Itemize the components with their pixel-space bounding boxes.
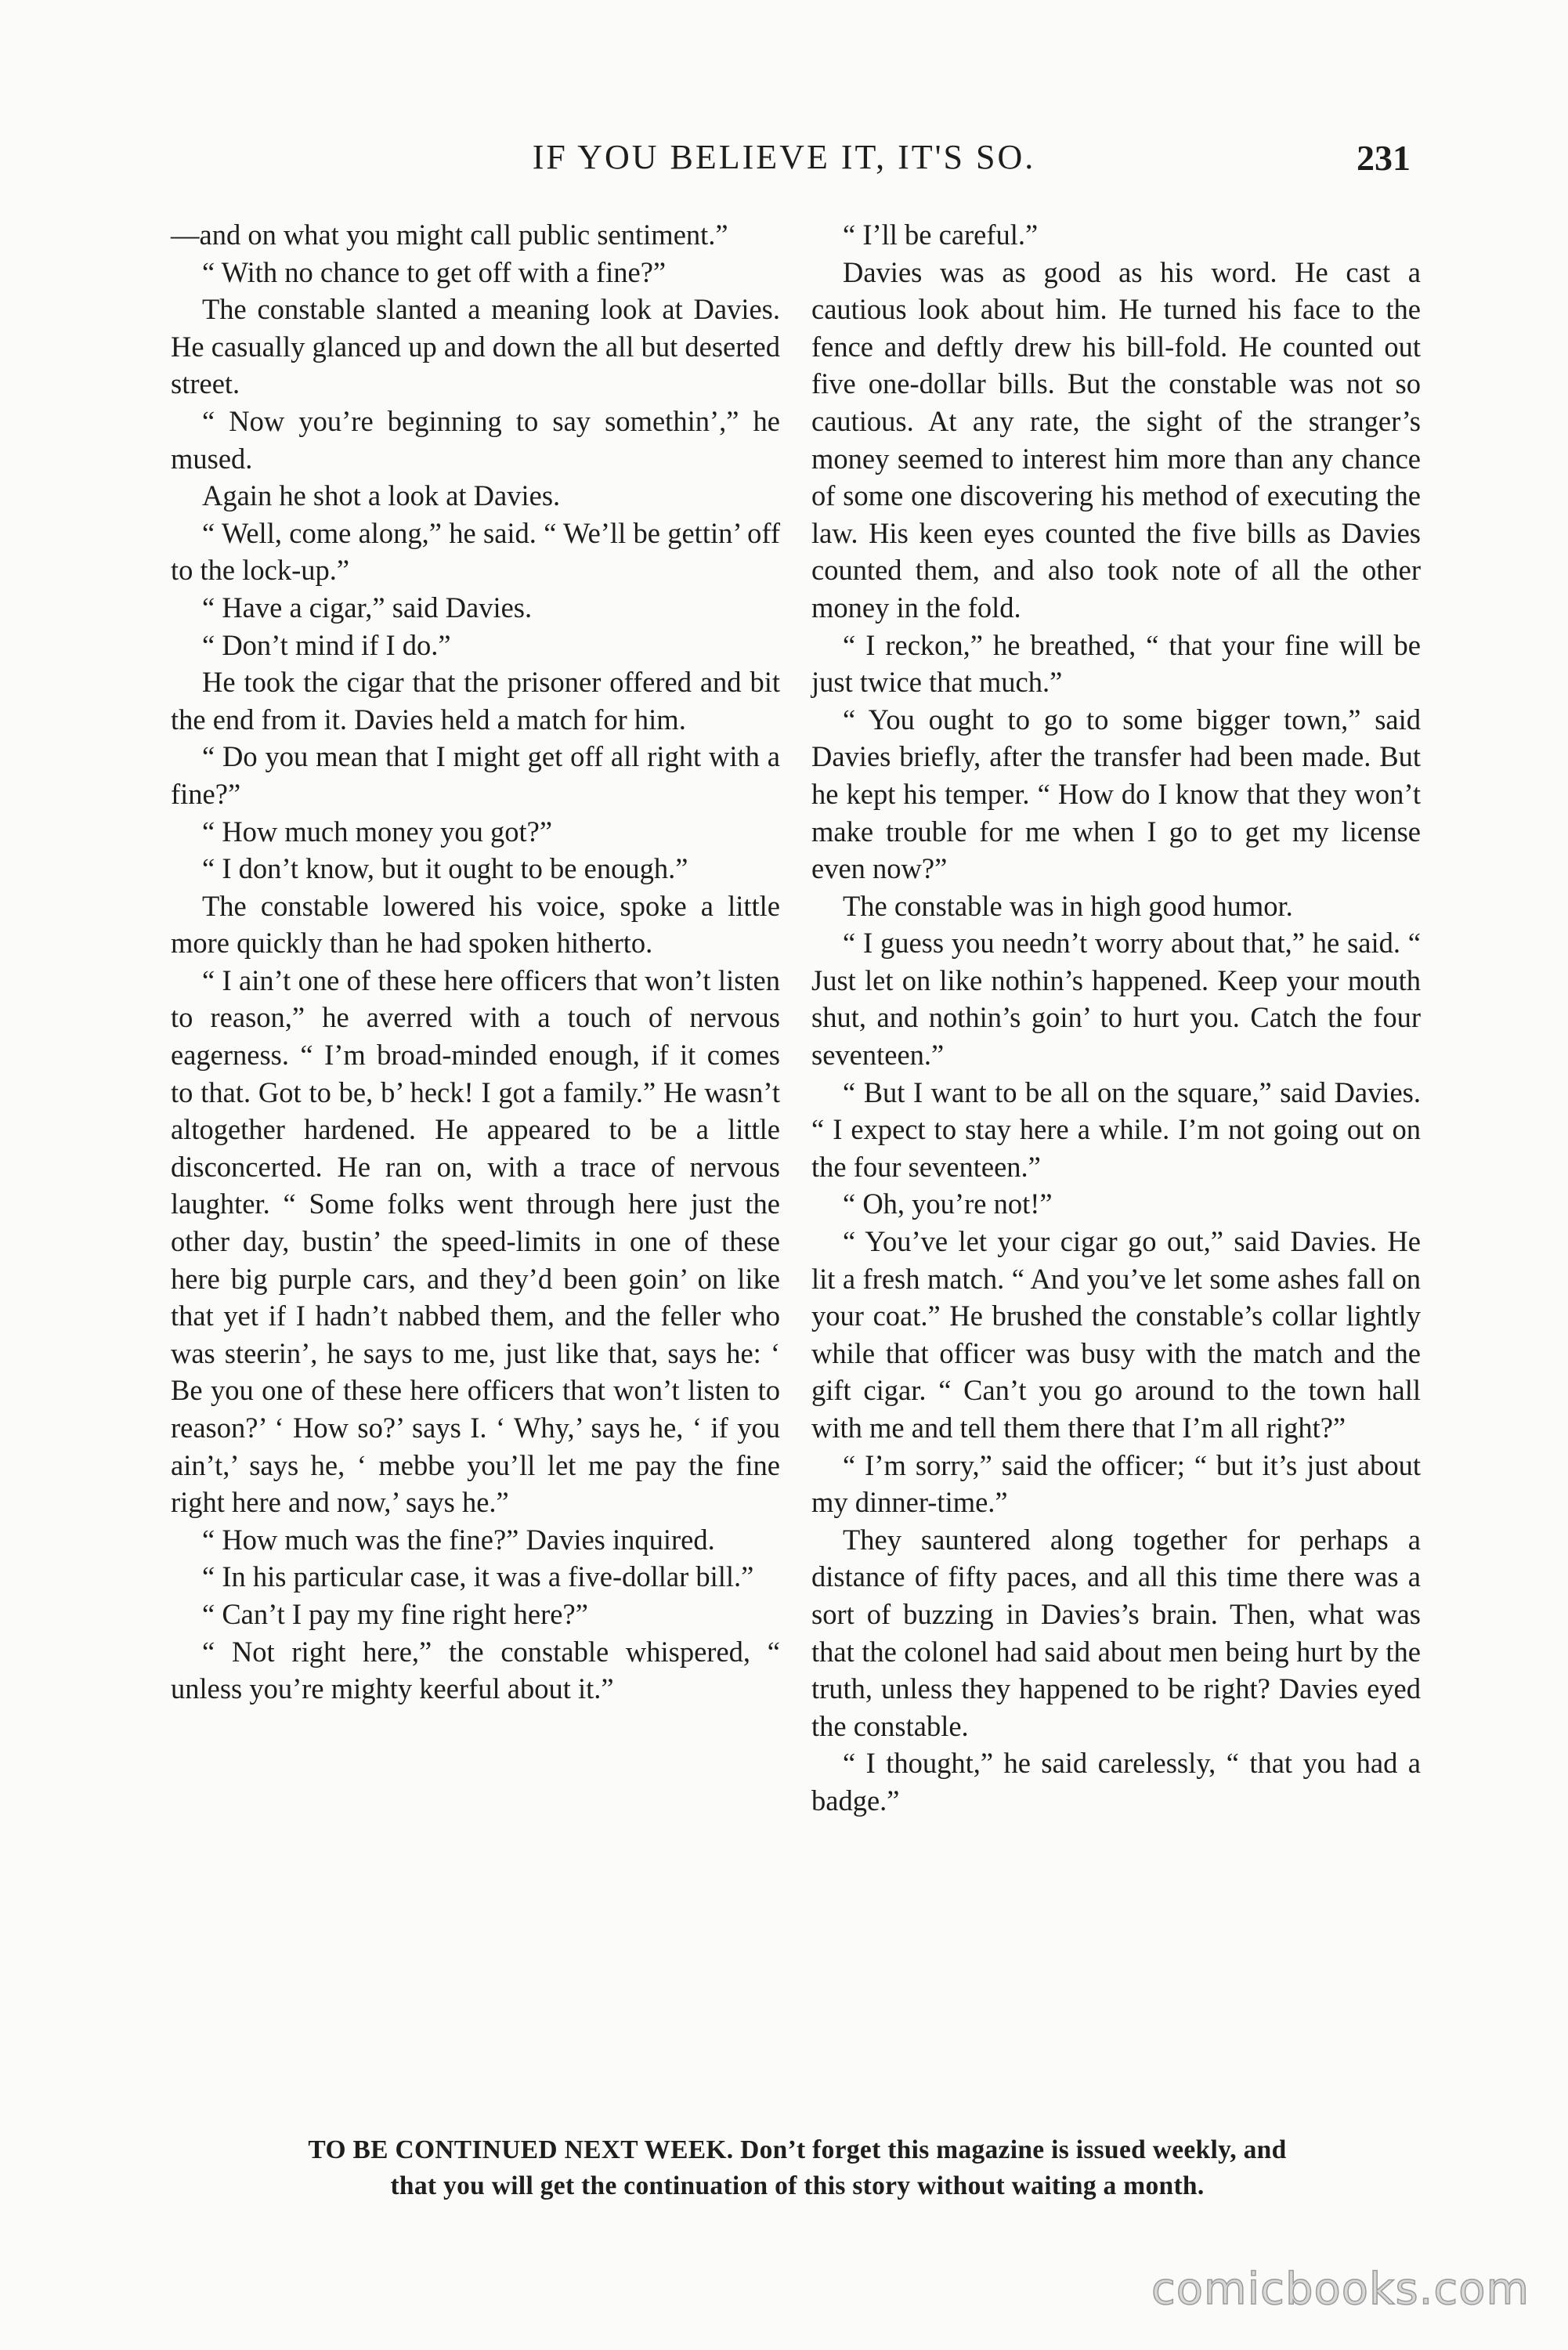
left-column xyxy=(171,216,780,1708)
page-number: 231 xyxy=(1357,138,1411,178)
continuation-notice xyxy=(171,2132,1424,2204)
paragraph: Again he shot a look at Davies. xyxy=(202,479,561,512)
paragraph: The constable slanted a meaning look at Davies. He casually glanced up and down the all but deserted street. xyxy=(171,293,780,400)
paragraph: “ You ought to go to some bigger town,” said Davies briefly, after the transfer had been made. But he kept his temper. “ How do I know that they won’t make trouble for me when I go to get my license even now?” xyxy=(811,703,1421,885)
paragraph: “ Well, come along,” he said. “ We’ll be gettin’ off to the lock-up.” xyxy=(171,516,780,587)
paragraph: “ How much money you got?” xyxy=(202,815,553,848)
paragraph: Davies was as good as his word. He cast a cautious look about him. He turned his face to the fence and deftly drew his bill-fold. He counted out five one-dollar bills. But the constable was not so cautious. At any rate, the sight of the stranger’s money seemed to interest him more than any chance of some one discovering his method of executing the law. His keen eyes counted the five bills as Davies counted them, and also took note of all the other money in the fold. xyxy=(811,255,1421,624)
paragraph: The constable lowered his voice, spoke a little more quickly than he had spoken hitherto. xyxy=(171,889,780,960)
right-column xyxy=(811,216,1421,1820)
paragraph: The constable was in high good humor. xyxy=(843,889,1293,922)
paragraph: “ But I want to be all on the square,” said Davies. “ I expect to stay here a while. I’m not going out on the four seventeen.” xyxy=(811,1076,1421,1183)
paragraph: “ I’ll be careful.” xyxy=(843,219,1039,251)
paragraph: “ Have a cigar,” said Davies. xyxy=(202,591,533,624)
running-title: IF YOU BELIEVE IT, IT'S SO. xyxy=(532,138,1036,176)
notice-line: that you will get the continuation of this story without waiting a month. xyxy=(390,2171,1205,2200)
paragraph: “ I don’t know, but it ought to be enough.” xyxy=(202,852,688,885)
paragraph: “ I guess you needn’t worry about that,” he said. “ Just let on like nothin’s happened. Keep your mouth shut, and nothin’s goin’ to hurt you. Catch the four seventeen.” xyxy=(811,927,1421,1072)
paragraph: “ Do you mean that I might get off all right with a fine?” xyxy=(171,740,780,810)
paragraph: “ Now you’re beginning to say somethin’,” he mused. xyxy=(171,404,780,475)
watermark: comicbooks.com xyxy=(1151,2264,1530,2315)
paragraph: “ With no chance to get off with a fine?” xyxy=(202,255,667,288)
page-header xyxy=(0,137,1568,192)
paragraph: “ How much was the fine?” Davies inquired. xyxy=(202,1523,715,1556)
paragraph: “ Don’t mind if I do.” xyxy=(202,628,451,661)
paragraph: “ I thought,” he said carelessly, “ that you had a badge.” xyxy=(811,1747,1421,1817)
paragraph: “ Can’t I pay my fine right here?” xyxy=(202,1597,588,1630)
paragraph: “ Oh, you’re not!” xyxy=(843,1188,1053,1220)
paragraph: “ I reckon,” he breathed, “ that your fine will be just twice that much.” xyxy=(811,628,1421,699)
paragraph: “ In his particular case, it was a five-dollar bill.” xyxy=(202,1560,754,1593)
paragraph: They sauntered along together for perhaps a distance of fifty paces, and all this time there was a sort of buzzing in Davies’s brain. Then, what was that the colonel had said about men being hurt by the truth, unless they happened to be right? Davies eyed the constable. xyxy=(811,1523,1421,1742)
paragraph: He took the cigar that the prisoner offered and bit the end from it. Davies held a match for him. xyxy=(171,666,780,736)
paragraph: —and on what you might call public sentiment.” xyxy=(171,219,728,251)
paragraph: “ I’m sorry,” said the officer; “ but it’s just about my dinner-time.” xyxy=(811,1448,1421,1519)
notice-line: TO BE CONTINUED NEXT WEEK. Don’t forget this magazine is issued weekly, and xyxy=(308,2135,1287,2164)
paragraph: “ Not right here,” the constable whispered, “ unless you’re mighty keerful about it.” xyxy=(171,1635,780,1705)
paragraph: “ I ain’t one of these here officers that won’t listen to reason,” he averred with a touch of nervous eagerness. “ I’m broad-minded enough, if it comes to that. Got to be, b’ heck! I got a family.” He wasn’t altogether hardened. He appeared to be a little disconcerted. He ran on, with a trace of nervous laughter. “ Some folks went through here just the other day, bustin’ the speed-limits in one of these here big purple cars, and they’d been goin’ on like that yet if I hadn’t nabbed them, and the feller who was steerin’, he says to me, just like that, says he: ‘ Be you one of these here officers that won’t listen to reason?’ ‘ How so?’ says I. ‘ Why,’ says he, ‘ if you ain’t,’ says he, ‘ mebbe you’ll let me pay the fine right here and now,’ says he.” xyxy=(171,964,780,1519)
paragraph: “ You’ve let your cigar go out,” said Davies. He lit a fresh match. “ And you’ve let some ashes fall on your coat.” He brushed the constable’s collar lightly while that officer was busy with the match and the gift cigar. “ Can’t you go around to the town hall with me and tell them there that I’m all right?” xyxy=(811,1225,1421,1444)
